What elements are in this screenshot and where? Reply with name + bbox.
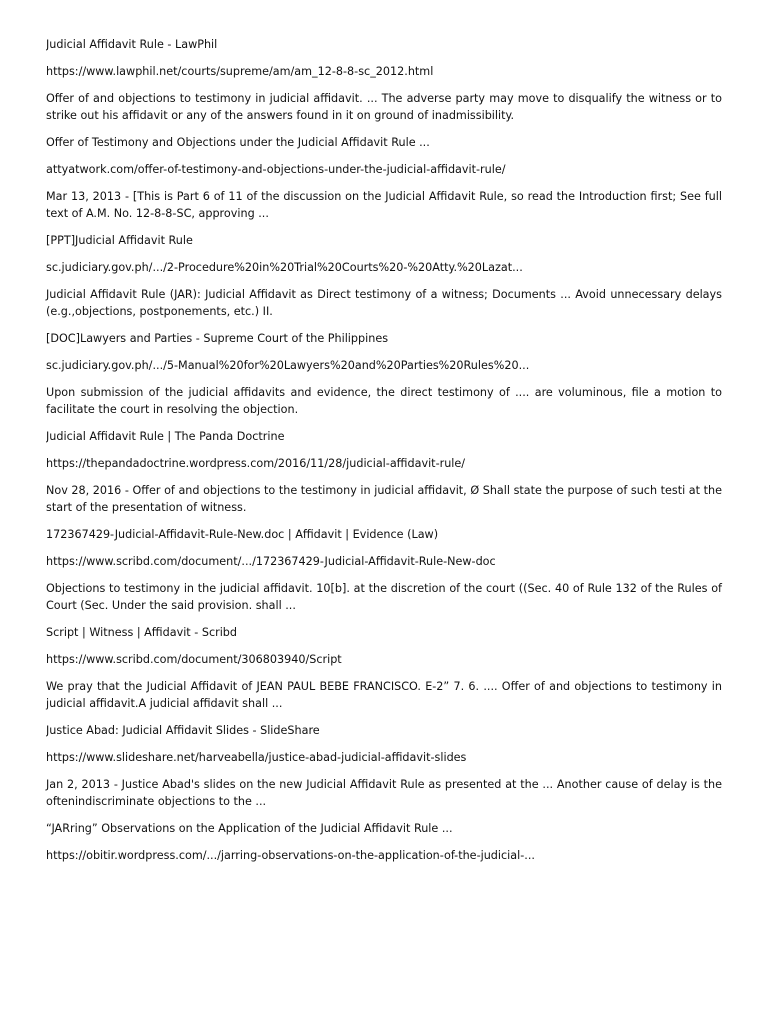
result-snippet: Upon submission of the judicial affidavits and evidence, the direct testimony of .... are voluminous, file a motion to facilitate the court in resolving the objection. xyxy=(46,386,722,416)
result-title: Offer of Testimony and Objections under the Judicial Affidavit Rule ... xyxy=(46,136,430,149)
result-entry-6 xyxy=(46,526,722,614)
result-url: https://www.scribd.com/document/.../172367429-Judicial-Affidavit-Rule-New-doc xyxy=(46,555,496,568)
result-snippet: Mar 13, 2013 - [This is Part 6 of 11 of the discussion on the Judicial Affidavit Rule, so read the Introduction first; See full text of A.M. No. 12-8-8-SC, approving ... xyxy=(46,190,722,220)
result-url: https://www.scribd.com/document/306803940/Script xyxy=(46,653,342,666)
result-url: attyatwork.com/offer-of-testimony-and-objections-under-the-judicial-affidavit-rule/ xyxy=(46,163,506,176)
result-snippet: Nov 28, 2016 - Offer of and objections to the testimony in judicial affidavit, Ø Shall state the purpose of such testi at the start of the presentation of witness. xyxy=(46,484,722,514)
result-entry-4 xyxy=(46,330,722,418)
result-title: Judicial Affidavit Rule - LawPhil xyxy=(46,38,218,51)
result-url: sc.judiciary.gov.ph/.../2-Procedure%20in%20Trial%20Courts%20-%20Atty.%20Lazat... xyxy=(46,261,523,274)
result-title: 172367429-Judicial-Affidavit-Rule-New.doc | Affidavit | Evidence (Law) xyxy=(46,528,439,541)
result-entry-8 xyxy=(46,722,722,810)
result-entry-9 xyxy=(46,820,722,864)
result-title: Justice Abad: Judicial Affidavit Slides - SlideShare xyxy=(46,724,320,737)
result-url: https://thepandadoctrine.wordpress.com/2016/11/28/judicial-affidavit-rule/ xyxy=(46,457,466,470)
result-entry-3 xyxy=(46,232,722,320)
result-snippet: Jan 2, 2013 - Justice Abad's slides on the new Judicial Affidavit Rule as presented at the ... Another cause of delay is the oftenindiscriminate objections to the ... xyxy=(46,778,722,808)
result-url: https://obitir.wordpress.com/.../jarring-observations-on-the-application-of-the-judicial-... xyxy=(46,849,535,862)
result-snippet: Objections to testimony in the judicial affidavit. 10[b]. at the discretion of the court ((Sec. 40 of Rule 132 of the Rules of Court (Sec. Under the said provision. shall ... xyxy=(46,582,722,612)
result-title: “JARring” Observations on the Application of the Judicial Affidavit Rule ... xyxy=(46,822,453,835)
document-page xyxy=(46,36,722,874)
result-url: https://www.slideshare.net/harveabella/justice-abad-judicial-affidavit-slides xyxy=(46,751,467,764)
result-url: sc.judiciary.gov.ph/.../5-Manual%20for%20Lawyers%20and%20Parties%20Rules%20... xyxy=(46,359,530,372)
result-entry-2 xyxy=(46,134,722,222)
result-entry-1 xyxy=(46,36,722,124)
result-title: [PPT]Judicial Affidavit Rule xyxy=(46,234,193,247)
result-snippet: We pray that the Judicial Affidavit of JEAN PAUL BEBE FRANCISCO. E-2” 7. 6. .... Offer of and objections to testimony in judicial affidavit.A judicial affidavit shall ... xyxy=(46,680,722,710)
result-title: Script | Witness | Affidavit - Scribd xyxy=(46,626,238,639)
result-snippet: Offer of and objections to testimony in judicial affidavit. ... The adverse party may move to disqualify the witness or to strike out his affidavit or any of the answers found in it on ground of inadmissibility. xyxy=(46,92,722,122)
result-title: [DOC]Lawyers and Parties - Supreme Court of the Philippines xyxy=(46,332,389,345)
result-snippet: Judicial Affidavit Rule (JAR): Judicial Affidavit as Direct testimony of a witness; Documents ... Avoid unnecessary delays (e.g.,objections, postponements, etc.) II. xyxy=(46,288,722,318)
result-entry-7 xyxy=(46,624,722,712)
result-title: Judicial Affidavit Rule | The Panda Doctrine xyxy=(46,430,285,443)
result-url: https://www.lawphil.net/courts/supreme/am/am_12-8-8-sc_2012.html xyxy=(46,65,434,78)
result-entry-5 xyxy=(46,428,722,516)
